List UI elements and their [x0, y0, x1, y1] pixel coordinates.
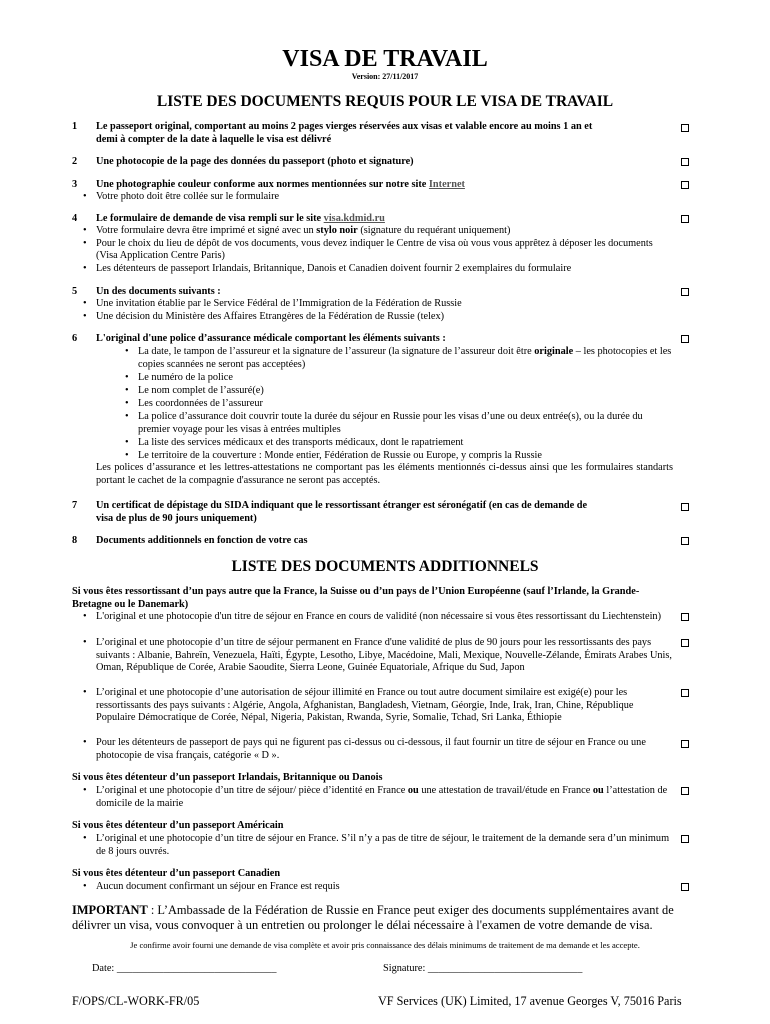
item-6-sub-6: • La liste des services médicaux et des transports médicaux, dont le rapatriement	[138, 437, 463, 450]
item-5-checkbox[interactable]	[681, 288, 689, 296]
item-4-text: Le formulaire de demande de visa rempli sur le site visa.kdmid.ru	[96, 213, 385, 224]
item-4-number: 4	[72, 213, 78, 224]
group-4-checkbox-1[interactable]	[681, 883, 689, 891]
page-title: VISA DE TRAVAIL	[282, 46, 488, 72]
item-6-sub-3: • Le nom complet de l’assuré(e)	[138, 385, 264, 398]
item-5-bullet-1: • Une invitation établie par le Service Fédéral de l’Immigration de la Fédération de Russie	[96, 298, 462, 311]
required-documents-heading: LISTE DES DOCUMENTS REQUIS POUR LE VISA DE TRAVAIL	[156, 93, 614, 110]
date-field[interactable]: Date: _______________________________	[92, 963, 277, 974]
group-1-bullet-1: • L'original et une photocopie d'un titre de séjour en France en cours de validité (non nécessaire si vous êtes ressortissant du Liechtenstein)	[96, 611, 674, 624]
group-2-heading: Si vous êtes détenteur d’un passeport Irlandais, Britannique ou Danois	[72, 772, 383, 783]
footer-reference: F/OPS/CL-WORK-FR/05	[72, 994, 200, 1008]
item-7-number: 7	[72, 500, 78, 511]
item-3-number: 3	[72, 179, 78, 190]
item-4-bullet-3: • Les détenteurs de passeport Irlandais, Britannique, Danois et Canadien doivent fournir 2 exemplaires du formulaire	[96, 263, 676, 276]
item-6-checkbox[interactable]	[681, 335, 689, 343]
item-3-bullet-1: • Votre photo doit être collée sur le formulaire	[96, 191, 279, 204]
item-8-checkbox[interactable]	[681, 537, 689, 545]
item-6-sub-7: • Le territoire de la couverture : Monde entier, Fédération de Russie ou Europe, y compris la Russie	[138, 450, 542, 463]
group-1-checkbox-1[interactable]	[681, 613, 689, 621]
group-3-checkbox-1[interactable]	[681, 835, 689, 843]
item-6-note: Les polices d’assurance et les lettres-attestations ne comportant pas les éléments mentionnés ci-dessus ainsi que les formulaires standarts portant le cachet de la compagnie d'assurance ne seront pas acceptés.	[96, 462, 673, 486]
visa-kdmid-link[interactable]: visa.kdmid.ru	[323, 213, 385, 224]
item-6-sub-5: • La police d’assurance doit couvrir toute la durée du séjour en Russie pour les visas d’une ou deux entrée(s), ou la durée du premier voyage pour les visas à entrées multiples	[138, 411, 674, 436]
item-2-text: Une photocopie de la page des données du passeport (photo et signature)	[96, 156, 414, 167]
item-7-checkbox[interactable]	[681, 503, 689, 511]
footer-address: VF Services (UK) Limited, 17 avenue Georges V, 75016 Paris	[378, 994, 682, 1008]
group-1-bullet-3: • L’original et une photocopie d’une autorisation de séjour illimité en France ou tout autre document similaire est exigé(e) pour les ressortissants des pays suivants : Algérie, Angola, Afghanistan, Bangladesh, Vietnam, Géorgie, Inde, Irak, Iran, Chine, République Populaire Démocratique de Corée, Népal, Nigeria, Pakistan, Rwanda, Syrie, Somalie, Tchad, Sri Lanka, Éthiopie	[96, 687, 674, 725]
item-6-sub-2: • Le numéro de la police	[138, 372, 233, 385]
additional-documents-heading: LISTE DES DOCUMENTS ADDITIONNELS	[231, 558, 539, 575]
item-4-bullet-2: • Pour le choix du lieu de dépôt de vos documents, vous devez indiquer le Centre de visa où vous vous apprêtez à déposer les documents (Visa Application Centre Paris)	[96, 238, 676, 263]
group-1-heading: Si vous êtes ressortissant d’un pays autre que la France, la Suisse ou d’un pays de l’Union Européenne (sauf l’Irlande, la Grande-Bretagne ou le Danemark)	[72, 586, 640, 610]
group-2-checkbox-1[interactable]	[681, 787, 689, 795]
item-6-number: 6	[72, 333, 78, 344]
group-1-checkbox-3[interactable]	[681, 689, 689, 697]
group-1-checkbox-2[interactable]	[681, 639, 689, 647]
group-3-bullet-1: • L’original et une photocopie d’un titre de séjour en France. S’il n’y a pas de titre de séjour, le traitement de la demande sera d’un minimum de 8 jours ouvrés.	[96, 833, 674, 858]
item-4-checkbox[interactable]	[681, 215, 689, 223]
item-6-sub-1: • La date, le tampon de l’assureur et la signature de l’assureur (la signature de l’assureur doit être originale – les photocopies et les copies scannées ne seront pas acceptées)	[138, 346, 674, 371]
group-1-bullet-4: • Pour les détenteurs de passeport de pays qui ne figurent pas ci-dessus ou ci-dessous, il faut fournir un titre de séjour en France ou une photocopie de visa français, catégorie « D ».	[96, 737, 674, 762]
group-1-bullet-2: • L’original et une photocopie d’un titre de séjour permanent en France d'une validité de plus de 90 jours pour les ressortissants des pays suivants : Albanie, Bahreïn, Venezuela, Haïti, Égypte, Lesotho, Libye, Macédoine, Mali, Mexique, Nouvelle-Zélande, Émirats Arabes Unis, Oman, République de Corée, Arabie Saoudite, Sierra Leone, Guinée Equatoriale, Afrique du Sud, Japon	[96, 637, 674, 675]
item-2-number: 2	[72, 156, 78, 167]
item-5-bullet-2: • Une décision du Ministère des Affaires Etrangères de la Fédération de Russie (telex)	[96, 311, 444, 324]
item-8-text: Documents additionnels en fonction de votre cas	[96, 535, 308, 546]
group-4-bullet-1: • Aucun document confirmant un séjour en France est requis	[96, 881, 340, 894]
important-notice: IMPORTANT : L’Ambassade de la Fédération de Russie en France peut exiger des documents supplémentaires avant de délivrer un visa, vous convoquer à un entretien ou prolonger le délai nécessaire à l'examen de votre demande de visa.	[72, 903, 674, 932]
item-1-number: 1	[72, 121, 78, 132]
group-1-checkbox-4[interactable]	[681, 740, 689, 748]
item-3-checkbox[interactable]	[681, 181, 689, 189]
group-4-heading: Si vous êtes détenteur d’un passeport Canadien	[72, 868, 281, 879]
group-3-heading: Si vous êtes détenteur d’un passeport Américain	[72, 820, 284, 831]
item-6-text: L'original d'une police d’assurance médicale comportant les éléments suivants :	[96, 333, 446, 344]
item-5-text: Un des documents suivants :	[96, 286, 221, 297]
item-1-text: Le passeport original, comportant au moins 2 pages vierges réservées aux visas et valable encore au moins 1 an et demi à compter de la date à laquelle le visa est délivré	[96, 121, 593, 145]
item-2-checkbox[interactable]	[681, 158, 689, 166]
group-2-bullet-1: • L’original et une photocopie d’un titre de séjour/ pièce d’identité en France ou une attestation de travail/étude en France ou l’attestation de domicile de la mairie	[96, 785, 674, 810]
confirmation-text: Je confirme avoir fourni une demande de visa complète et avoir pris connaissance des délais minimums de traitement de ma demande et les accepte.	[130, 940, 640, 950]
item-6-sub-4: • Les coordonnées de l’assureur	[138, 398, 263, 411]
signature-field[interactable]: Signature: ______________________________	[383, 963, 583, 974]
internet-link[interactable]: Internet	[428, 179, 465, 190]
item-7-text: Un certificat de dépistage du SIDA indiquant que le ressortissant étranger est séronégatif (en cas de demande de visa de plus de 90 jours uniquement)	[96, 500, 588, 524]
item-1-checkbox[interactable]	[681, 124, 689, 132]
item-4-bullet-1: • Votre formulaire devra être imprimé et signé avec un stylo noir (signature du requérant uniquement)	[96, 225, 676, 238]
item-5-number: 5	[72, 286, 78, 297]
item-3-text: Une photographie couleur conforme aux normes mentionnées sur notre site Internet	[96, 179, 465, 190]
version-label: Version: 27/11/2017	[351, 72, 419, 81]
item-8-number: 8	[72, 535, 78, 546]
